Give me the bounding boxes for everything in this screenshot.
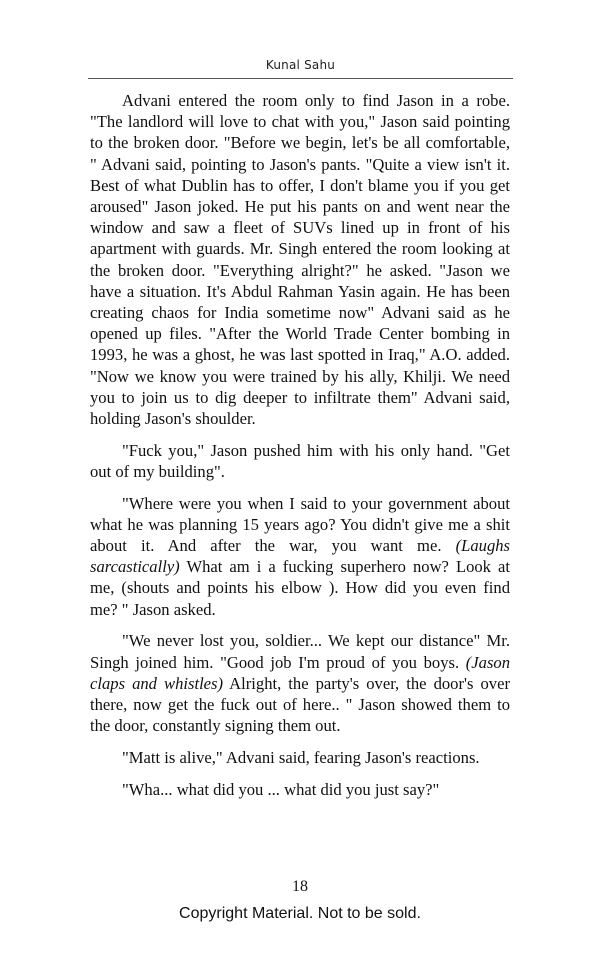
header-rule	[88, 78, 513, 79]
paragraph-text: "We never lost you, soldier... We kept our distance" Mr. Singh joined him. "Good job I'm proud of you boys.	[90, 631, 510, 672]
paragraph-text: Alright, the party's over, the door's over there, now get the fuck out of here.. " Jason showed them to the door, constantly signing them out.	[90, 673, 510, 736]
paragraph-6	[90, 779, 510, 800]
paragraph-4	[90, 630, 510, 736]
stage-direction: (Laughs sarcastically)	[90, 536, 510, 577]
paragraph-text: "Matt is alive," Advani said, fearing Jason's reactions.	[122, 747, 480, 767]
paragraph-5	[90, 747, 510, 768]
body-text	[90, 90, 510, 810]
stage-direction: (Jason claps and whistles)	[90, 652, 510, 693]
page-number: 18	[292, 878, 308, 895]
running-header: Kunal Sahu	[265, 58, 336, 72]
paragraph-text: What am i a fucking superhero now? Look at me, (shouts and points his elbow ). How did you even find me? " Jason asked.	[90, 557, 510, 619]
paragraph-text: "Wha... what did you ... what did you just say?"	[122, 779, 440, 799]
copyright-footer: Copyright Material. Not to be sold.	[179, 905, 421, 922]
paragraph-text: Advani entered the room only to find Jason in a robe. "The landlord will love to chat with you," Jason said pointing to the broken door. "Before we begin, let's be all comfortable, " Advani said, pointing to Jason's pants. "Quite a view isn't it. Best of what Dublin has to offer, I don't blame you if you get aroused" Jason joked. He put his pants on and went near the window and saw a fleet of SUVs lined up in front of his apartment with guards. Mr. Singh entered the room looking at the broken door. "Everything alright?" he asked. "Jason we have a situation. It's Abdul Rahman Yasin again. He has been creating chaos for India sometime now" Advani said as he opened up files. "After the World Trade Center bombing in 1993, he was a ghost, he was last spotted in Iraq," A.O. added. "Now we know you were trained by his ally, Khilji. We need you to join us to dig deeper to infiltrate them" Advani said, holding Jason's shoulder.	[90, 91, 510, 429]
paragraph-1	[90, 90, 510, 429]
paragraph-text: "Where were you when I said to your government about what he was planning 15 years ago? You didn't give me a shit about it. And after the war, you want me.	[90, 493, 510, 556]
paragraph-2	[90, 440, 510, 482]
paragraph-text: "Fuck you," Jason pushed him with his only hand. "Get out of my building".	[90, 440, 510, 481]
paragraph-3	[90, 493, 510, 620]
